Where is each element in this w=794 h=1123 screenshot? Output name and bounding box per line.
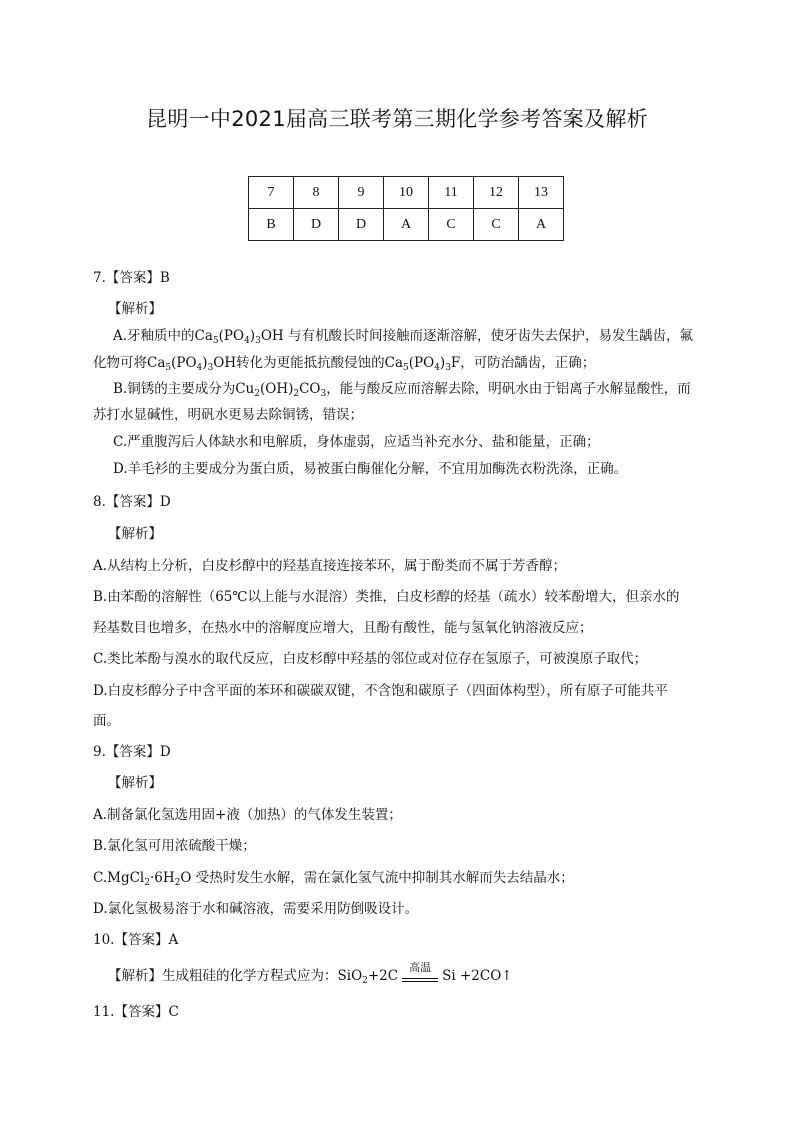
table-cell: 12 <box>474 177 519 209</box>
q7-option-a-line2: 化物可将$Ca_5(PO_4)_3OH$转化为更能抵抗酸侵蚀的$Ca_5(PO_4)_3F$，可防治龋齿，正确； <box>93 355 596 373</box>
table-cell: 13 <box>519 177 564 209</box>
q8-option-a: A.从结构上分析，白皮杉醇中的羟基直接连接苯环，属于酚类而不属于芳香醇； <box>93 558 567 574</box>
table-cell: 11 <box>429 177 474 209</box>
q8-option-c: C.类比苯酚与溴水的取代反应，白皮杉醇中羟基的邻位或对位存在氢原子，可被溴原子取代； <box>93 651 648 667</box>
q9-option-b: B.氯化氢可用浓硫酸干燥； <box>93 838 256 854</box>
table-cell: C <box>474 209 519 241</box>
table-cell: 7 <box>249 177 294 209</box>
reaction-arrow: 高温 <box>400 968 440 986</box>
q8-answer: 8.【答案】D <box>93 494 171 510</box>
q7-option-a-line1: A.牙釉质中的$Ca_5(PO_4)_3OH$ 与有机酸长时间接触而逐渐溶解，使牙齿失去保护，易发生龋齿，氟 <box>113 328 693 346</box>
q8-option-d-line2: 面。 <box>93 713 120 729</box>
q7-answer: 7.【答案】B <box>93 270 170 286</box>
table-cell: D <box>339 209 384 241</box>
q7-option-c: C.严重腹泻后人体缺水和电解质，身体虚弱，应适当补充水分、盐和能量，正确； <box>113 434 600 450</box>
q9-answer: 9.【答案】D <box>93 744 171 760</box>
q9-analysis-label: 【解析】 <box>108 775 162 791</box>
answer-table <box>248 176 564 241</box>
page-title: 昆明一中2021届高三联考第三期化学参考答案及解析 <box>146 107 648 131</box>
q8-option-d-line1: D.白皮杉醇分子中含平面的苯环和碳碳双键，不含饱和碳原子（四面体构型），所有原子可能共平 <box>93 683 668 699</box>
q10-equation: 【解析】生成粗硅的化学方程式应为：SiO$_2$+2C 高温 Si +2CO↑ <box>108 960 513 986</box>
table-cell: D <box>294 209 339 241</box>
q9-option-a: A.制备氯化氢选用固+液（加热）的气体发生装置； <box>93 807 402 823</box>
table-cell: C <box>429 209 474 241</box>
table-cell: 9 <box>339 177 384 209</box>
table-cell: A <box>384 209 429 241</box>
table-cell: 8 <box>294 177 339 209</box>
q8-analysis-label: 【解析】 <box>108 526 162 542</box>
q8-option-b-line2: 羟基数目也增多，在热水中的溶解度应增大，且酚有酸性，能与氢氧化钠溶液反应； <box>93 620 593 636</box>
table-row-numbers <box>249 177 564 209</box>
q9-option-c: $C.MgCl_2\cdot 6H_2O$ 受热时发生水解，需在氯化氢气流中抑制其水解而失去结晶水； <box>93 870 574 888</box>
q7-analysis-label: 【解析】 <box>108 301 162 317</box>
table-cell: A <box>519 209 564 241</box>
table-cell: B <box>249 209 294 241</box>
q9-option-d: D.氯化氢极易溶于水和碱溶液，需要采用防倒吸设计。 <box>93 901 419 917</box>
q11-answer: 11.【答案】C <box>93 1004 179 1020</box>
q7-option-d: D.羊毛衫的主要成分为蛋白质，易被蛋白酶催化分解，不宜用加酶洗衣粉洗涤，正确。 <box>113 461 628 477</box>
table-row-answers <box>249 209 564 241</box>
q7-option-b-line1: B.铜锈的主要成分为$Cu_2(OH)_2CO_3$，能与酸反应而溶解去除，明矾水由于铝离子水解显酸性，而 <box>113 381 691 399</box>
q10-answer: 10.【答案】A <box>93 932 179 948</box>
table-cell: 10 <box>384 177 429 209</box>
q7-option-b-line2: 苏打水显碱性，明矾水更易去除铜锈，错误； <box>93 407 363 423</box>
q8-option-b-line1: B.由苯酚的溶解性（65℃以上能与水混溶）类推，白皮杉醇的烃基（疏水）较苯酚增大，但亲水的 <box>93 589 680 605</box>
